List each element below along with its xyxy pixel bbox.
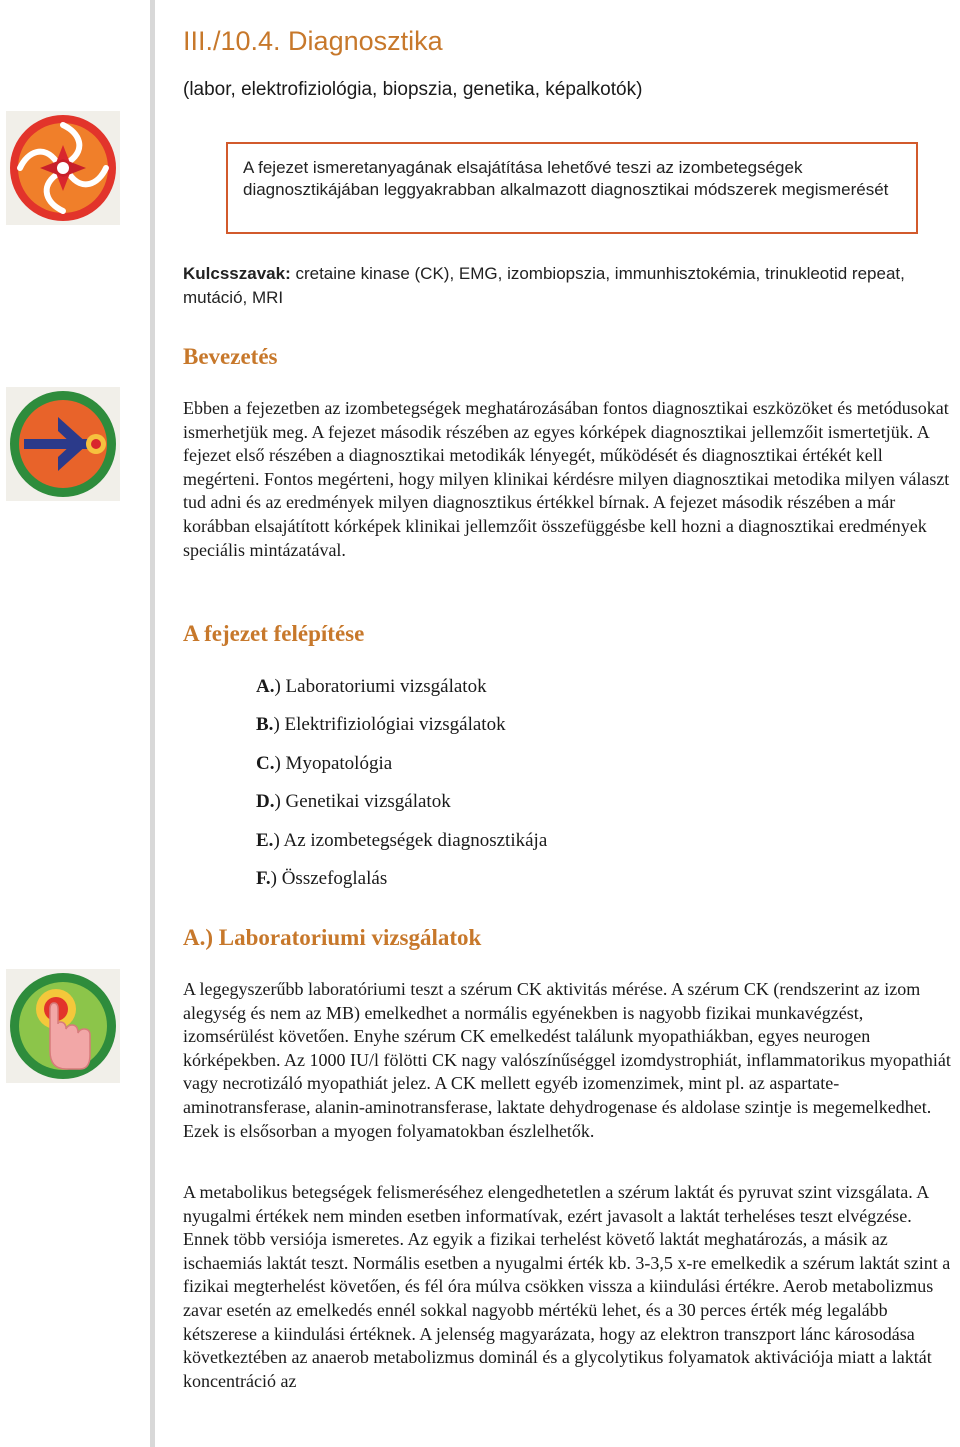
keywords	[183, 262, 923, 310]
compass-icon	[6, 111, 120, 225]
structure-heading: A fejezet felépítése	[183, 621, 365, 646]
arrow-target-icon	[6, 387, 120, 501]
intro-paragraph: Ebben a fejezetben az izombetegségek meghatározásában fontos diagnosztikai eszközöket és metódusokat ismerhetjük meg. A fejezet második részében az egyes kórképek diagnosztikai jellemzőit ismertetjük. A fejezet első részében a diagnosztikai metodikák lényegét, működését és diagnosztikai értékét kell megérteni. Fontos megérteni, hogy milyen klinikai kérdésre milyen diagnosztikai metodika milyen választ tud adni és az eredmények milyen diagnosztikus értékkel bírnak. A fejezet második részében a már korábban elsajátított kórképek klinikai jellemzőit összefüggésbe kell hozni a diagnosztikai eredmények speciális mintázatával.	[183, 398, 950, 560]
structure-list	[256, 674, 547, 904]
page-title: III./10.4. Diagnosztika	[183, 26, 443, 56]
structure-item: F.) Összefoglalás	[256, 867, 388, 889]
lab-paragraph-1: A legegyszerűbb laboratóriumi teszt a szérum CK aktivitás mérése. A szérum CK (rendszerint az izom alegység és nem az MB) emelkedhet a normális egyénekben is nagyobb fizikai munkavégzést, izomsérülést követően. Enyhe szérum CK emelkedést találunk myopathiákban, egyes neurogen kórképekben. Az 1000 IU/l fölötti CK nagy valószínűséggel izomdystrophiát, inflammatorikus myopathiát vagy necrotizáló myopathiát jelez. A CK mellett egyéb izomenzimek, mint pl. az aspartate-aminotransferase, alanin-aminotransferase, laktate dehydrogenase és aldolase szintje is megemelkedhet. Ezek is elsősorban a myogen folyamatokban észlelhetők.	[183, 979, 951, 1141]
structure-item: A.) Laboratoriumi vizsgálatok	[256, 676, 487, 697]
sidebar-rule	[150, 0, 155, 1447]
objective-text: A fejezet ismeretanyagának elsajátítása lehetővé teszi az izombetegségek diagnosztikájában leggyakrabban alkalmazott diagnosztikai módszerek megismerését	[243, 158, 889, 199]
page-subtitle: (labor, elektrofiziológia, biopszia, genetika, képalkotók)	[183, 79, 643, 100]
keywords-label: Kulcsszavak:	[183, 264, 291, 283]
intro-heading: Bevezetés	[183, 344, 278, 369]
structure-item: D.) Genetikai vizsgálatok	[256, 791, 451, 813]
structure-item: B.) Elektrifiziológiai vizsgálatok	[256, 714, 506, 736]
objective-box	[226, 142, 918, 234]
lab-heading: A.) Laboratoriumi vizsgálatok	[183, 925, 482, 950]
keywords-text: cretaine kinase (CK), EMG, izombiopszia, immunhisztokémia, trinukleotid repeat, mutáció, MRI	[183, 264, 905, 307]
lab-paragraph-2: A metabolikus betegségek felismeréséhez elengedhetetlen a szérum laktát és pyruvat szint vizsgálata. A nyugalmi értékek nem minden esetben informatívak, ezért javasolt a laktát terheléses teszt elvégzése. Ennek több versiója ismeretes. Az egyik a fizikai terhelést követő laktát meghatározás, a másik az ischaemiás laktát teszt. Normális esetben a nyugalmi érték kb. 3-3,5 x-re emelkedik a szérum laktát szint a fizikai megterhelést követően, és fél óra múlva csökken vissza a kiindulási értékre. Aerob metabolizmus zavar esetén az emelkedés ennél sokkal nagyobb mértékü lehet, és a 30 perces érték még legalább kétszerese a kiindulási értéknek. A jelenség magyarázata, hogy az elektron transzport lánc károsodása következtében az anaerob metabolizmus dominál és a glycolytikus folyamatok aktivációja miatt a laktát koncentráció az	[183, 1182, 951, 1391]
structure-item: C.) Myopatológia	[256, 752, 393, 774]
structure-item: E.) Az izombetegségek diagnosztikája	[256, 829, 548, 851]
touch-button-icon	[6, 969, 120, 1083]
